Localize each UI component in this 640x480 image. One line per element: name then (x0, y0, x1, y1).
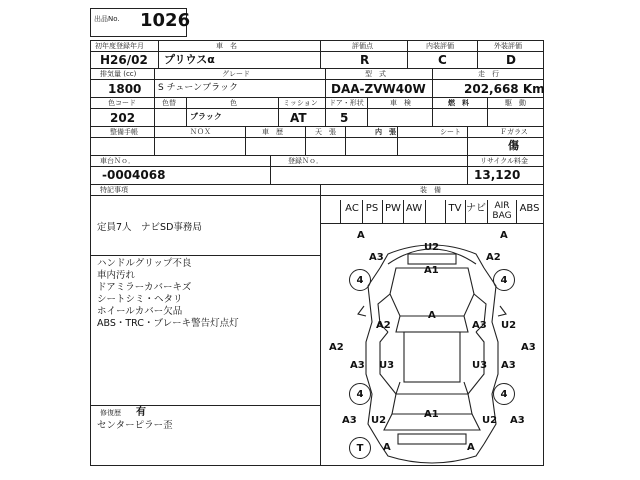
sunroof-label: 天 張 (315, 128, 336, 136)
notes-item: ABS・TRC・ブレーキ警告灯点灯 (97, 318, 239, 329)
rule (90, 255, 320, 256)
notes-item: ハンドルグリップ不良 (97, 258, 192, 269)
repair-label: 修復歴 (100, 409, 121, 417)
rule (90, 68, 544, 69)
equipment-pw: PW (385, 203, 401, 214)
car-name-label: 車 名 (216, 42, 237, 50)
history-label: 車 歴 (262, 128, 283, 136)
exterior-score-value: D (506, 53, 516, 67)
damage-code: U2 (482, 415, 498, 426)
recycle-label: リサイクル料金 (480, 157, 529, 165)
damage-code: A3 (472, 320, 487, 331)
rule (90, 137, 544, 138)
damage-code: A3 (350, 360, 365, 371)
notes-item: ドアミラーカバーキズ (97, 282, 192, 293)
damage-code: A3 (342, 415, 357, 426)
damage-code: A2 (486, 252, 501, 263)
rule (90, 108, 544, 109)
lot-number: 1026 (140, 10, 191, 31)
grade-value: S チューンブラック (158, 83, 238, 93)
notes-line-1: 定員7人 ナビSD事務局 (97, 222, 202, 233)
mileage-label: 走 行 (478, 70, 499, 78)
wheel-rear-left: 4 (349, 383, 371, 405)
chassis-label: 車台Ｎｏ． (100, 157, 135, 165)
damage-code: A1 (424, 409, 439, 420)
rule (90, 79, 544, 80)
damage-code: A2 (376, 320, 391, 331)
interior-score-label: 内装評価 (426, 42, 454, 50)
damage-code: A (500, 230, 508, 241)
rule (90, 166, 544, 167)
rule (90, 195, 544, 196)
equipment-ps: PS (365, 203, 379, 214)
manual-label: 整備手帳 (110, 128, 138, 136)
score-label: 評価点 (352, 42, 373, 50)
lot-label: 出品No. (94, 15, 120, 23)
equipment-tv: TV (448, 203, 462, 214)
notes-header: 特記事項 (100, 186, 128, 194)
damage-code: A1 (424, 265, 439, 276)
rule (90, 405, 320, 406)
damage-code: A3 (521, 342, 536, 353)
inspection-label: 車 検 (390, 99, 411, 107)
door-label: ドア・形状 (329, 99, 364, 107)
rule (90, 97, 544, 98)
car-name-value: プリウスα (164, 53, 215, 66)
exterior-score-label: 外装評価 (494, 42, 522, 50)
glass-value: 傷 (508, 139, 519, 152)
equipment-navi: ナビ (466, 203, 486, 214)
nox-label: ＮＯＸ (190, 128, 211, 136)
equipment-header: 装 備 (420, 186, 441, 194)
glass-label: Ｆガラス (500, 128, 528, 136)
damage-code: A (428, 310, 436, 321)
first-reg-label: 初年度登録年月 (95, 42, 144, 50)
fuel-label: 燃 料 (448, 99, 469, 107)
damage-code: A3 (369, 252, 384, 263)
spare-tire: T (349, 437, 371, 459)
mission-value: AT (290, 111, 307, 125)
car-damage-diagram (320, 224, 544, 466)
chassis-value: -0004068 (102, 168, 166, 182)
damage-code: A (357, 230, 365, 241)
color-value: ブラック (190, 112, 222, 121)
equipment-airbag: AIR BAG (492, 201, 512, 221)
color-change-label: 色替 (162, 99, 176, 107)
equipment-ac: AC (345, 203, 359, 214)
first-reg-value: H26/02 (100, 53, 148, 67)
damage-code: U3 (472, 360, 488, 371)
seat-label: シート (440, 128, 461, 136)
color-code-label: 色コード (108, 99, 136, 107)
rule (90, 155, 544, 156)
damage-code: A (383, 442, 391, 453)
door-value: 5 (340, 111, 349, 125)
recycle-value: 13,120 (474, 168, 521, 182)
wheel-front-left: 4 (349, 269, 371, 291)
damage-code: U2 (501, 320, 517, 331)
notes-item: 車内汚れ (97, 270, 136, 281)
notes-item: ホイールカバー欠品 (97, 306, 183, 317)
repair-detail: センターピラー歪 (97, 420, 173, 431)
model-label: 型 式 (365, 70, 386, 78)
displacement-value: 1800 (108, 82, 142, 96)
damage-code: A2 (329, 342, 344, 353)
reg-no-label: 登録Ｎｏ． (288, 157, 323, 165)
displacement-label: 排気量 (cc) (100, 70, 137, 78)
repair-value: 有 (136, 407, 146, 418)
score-value: R (360, 53, 370, 67)
damage-code: U2 (371, 415, 387, 426)
mileage-value: 202,668 Km (464, 82, 545, 96)
damage-code: U2 (424, 242, 440, 253)
damage-code: A (467, 442, 475, 453)
damage-code: A3 (501, 360, 516, 371)
damage-code: A3 (510, 415, 525, 426)
model-value: DAA-ZVW40W (331, 82, 426, 96)
equipment-aw: AW (405, 203, 423, 214)
drive-label: 駆 動 (505, 99, 526, 107)
rule (90, 126, 544, 127)
interior-score-value: C (438, 53, 447, 67)
damage-code: U3 (379, 360, 395, 371)
notes-item: シートシミ・ヘタリ (97, 294, 183, 305)
wheel-rear-right: 4 (493, 383, 515, 405)
wheel-front-right: 4 (493, 269, 515, 291)
color-label: 色 (230, 99, 237, 107)
interior-label: 内 張 (375, 128, 396, 136)
rule (90, 184, 544, 185)
mission-label: ミッション (283, 99, 318, 107)
color-code-value: 202 (110, 111, 136, 125)
grade-label: グレード (222, 70, 250, 78)
equipment-abs: ABS (519, 203, 540, 214)
